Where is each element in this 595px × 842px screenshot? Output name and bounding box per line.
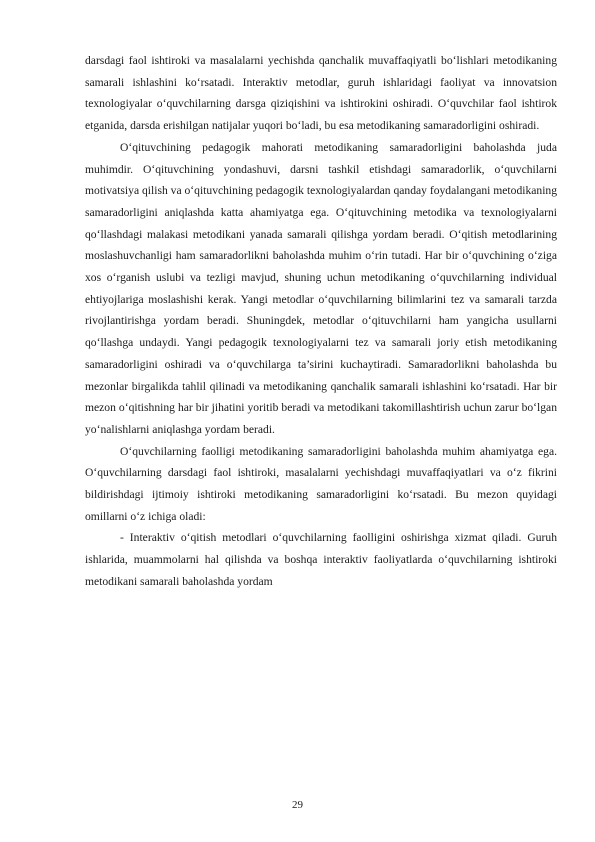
paragraph-teacher-skill: O‘qituvchining pedagogik mahorati metodikaning samaradorligini baholashda juda muhimdir. O‘qituvchining yondashuvi, darsni tashkil etishdagi samaradorlik, o‘quvchilarni motivatsiya qilish va o‘qituvchining pedagogik texnologiyalardan qanday foydalangani metodikaning samaradorligini aniqlashda katta ahamiyatga ega. O‘qituvchining metodika va texnologiyalarni qo‘llashdagi malakasi metodikani yanada samarali qilishga yordam beradi. O‘qitish metodlarining moslashuvchanligi ham samaradorlikni baholashda muhim o‘rin tutadi. Har bir o‘quvchining o‘ziga xos o‘rganish uslubi va tezligi mavjud, shuning uchun metodikaning o‘quvchilarning individual ehtiyojlariga moslashishi kerak. Yangi metodlar o‘quvchilarning bilimlarini tez va samarali tarzda rivojlantirishga yordam beradi. Shuningdek, metodlar o‘qituvchilarni ham yangicha usullarni qo‘llashga undaydi. Yangi pedagogik texnologiyalarni tez va samarali joriy etish metodikaning samaradorligini oshiradi va o‘quvchilarga ta’sirini kuchaytiradi. Samaradorlikni baholashda bu mezonlar birgalikda tahlil qilinadi va metodikaning qanchalik samarali ishlashini ko‘rsatadi. Har bir mezon o‘qitishning har bir jihatini yoritib beradi va metodikani takomillashtirish uchun zarur bo‘lgan yo‘nalishlarni aniqlashga yordam beradi.: [85, 140, 558, 436]
paragraph-continuation: darsdagi faol ishtiroki va masalalarni yechishda qanchalik muvaffaqiyatli bo‘lishlari metodikaning samarali ishlashini ko‘rsatadi. Interaktiv metodlar, guruh ishlaridagi faoliyat va innovatsion texnologiyalar o‘quvchilarning darsga qiziqishini va ishtirokini oshiradi. O‘quvchilar faol ishtirok etganida, darsda erishilgan natijalar yuqori bo‘ladi, bu esa metodikaning samaradorligini oshiradi.: [85, 54, 557, 133]
page-body: [85, 50, 557, 593]
bullet-interactive-methods: - Interaktiv o‘qitish metodlari o‘quvchilarning faolligini oshirishga xizmat qiladi. Guruh ishlarida, muammolarni hal qilishda va boshqa interaktiv faoliyatlarda o‘quvchilarning ishtiroki metodikani samarali baholashda yordam: [85, 531, 557, 588]
paragraph-student-activity: O‘quvchilarning faolligi metodikaning samaradorligini baholashda muhim ahamiyatga ega. O‘quvchilarning darsdagi faol ishtiroki, masalalarni yechishdagi muvaffaqiyatlari va o‘z fikrini bildirishdagi ijtimoiy ishtiroki metodikaning samaradorligini ko‘rsatadi. Bu mezon quyidagi omillarni o‘z ichiga oladi:: [85, 444, 557, 523]
page-number: 29: [292, 799, 303, 811]
